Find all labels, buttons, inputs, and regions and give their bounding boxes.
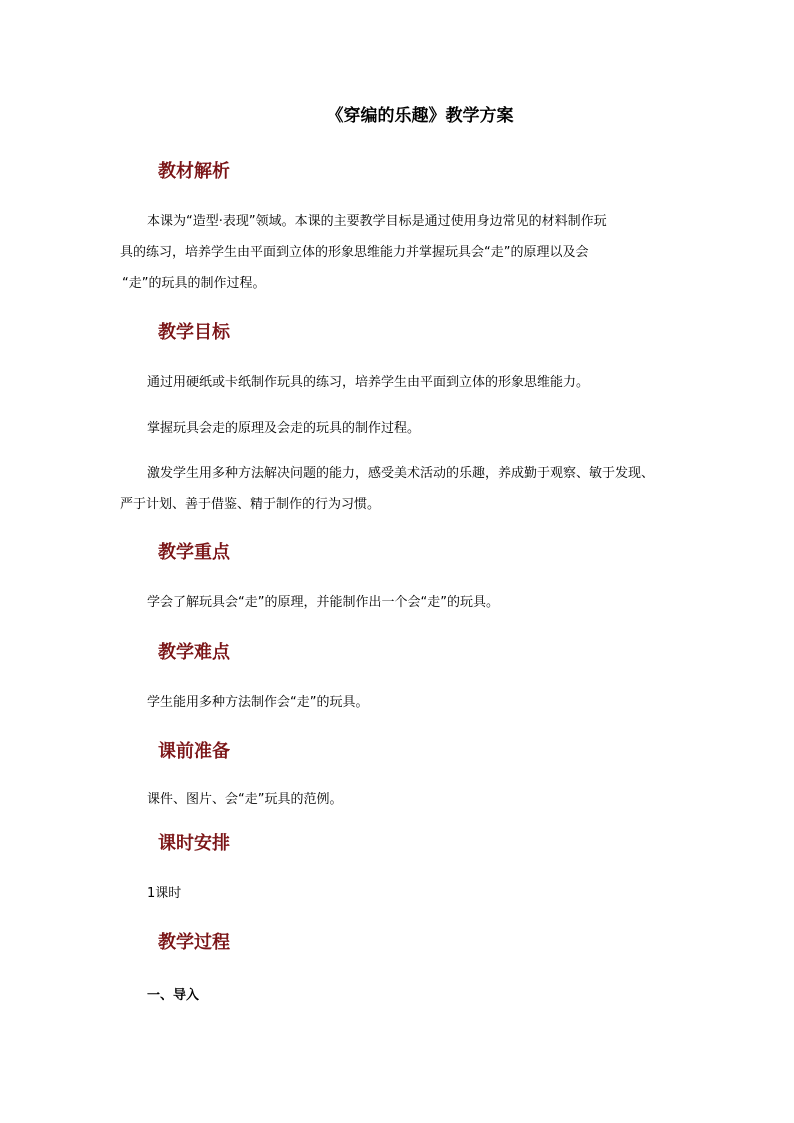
section-heading-objectives: 教学目标	[158, 322, 230, 343]
difficulties-text: 学生能用多种方法制作会“走”的玩具。	[147, 695, 369, 710]
analysis-line-3: “走”的玩具的制作过程。	[122, 276, 266, 291]
objective-item-3-line-1: 激发学生用多种方法解决问题的能力，感受美术活动的乐趣，养成勤于观察、敏于发现、	[147, 466, 655, 481]
process-step-1: 一、导入	[147, 988, 200, 1003]
section-heading-analysis: 教材解析	[158, 161, 230, 182]
section-heading-difficulties: 教学难点	[158, 642, 230, 663]
analysis-line-2: 具的练习，培养学生由平面到立体的形象思维能力并掌握玩具会“走”的原理以及会	[120, 245, 589, 260]
section-heading-schedule: 课时安排	[158, 833, 230, 854]
schedule-text: 1课时	[147, 886, 182, 901]
section-heading-process: 教学过程	[158, 932, 230, 953]
objective-item-1: 通过用硬纸或卡纸制作玩具的练习，培养学生由平面到立体的形象思维能力。	[147, 375, 590, 390]
section-heading-preparation: 课前准备	[158, 741, 230, 762]
objective-item-2: 掌握玩具会走的原理及会走的玩具的制作过程。	[147, 421, 421, 436]
preparation-text: 课件、图片、会“走”玩具的范例。	[147, 792, 343, 807]
objective-item-3-line-2: 严于计划、善于借鉴、精于制作的行为习惯。	[120, 497, 381, 512]
analysis-line-1: 本课为“造型·表现”领域。本课的主要教学目标是通过使用身边常见的材料制作玩	[147, 214, 607, 229]
key-points-text: 学会了解玩具会“走”的原理，并能制作出一个会“走”的玩具。	[147, 595, 499, 610]
page-title: 《穿编的乐趣》教学方案	[326, 106, 514, 126]
section-heading-key-points: 教学重点	[158, 542, 230, 563]
